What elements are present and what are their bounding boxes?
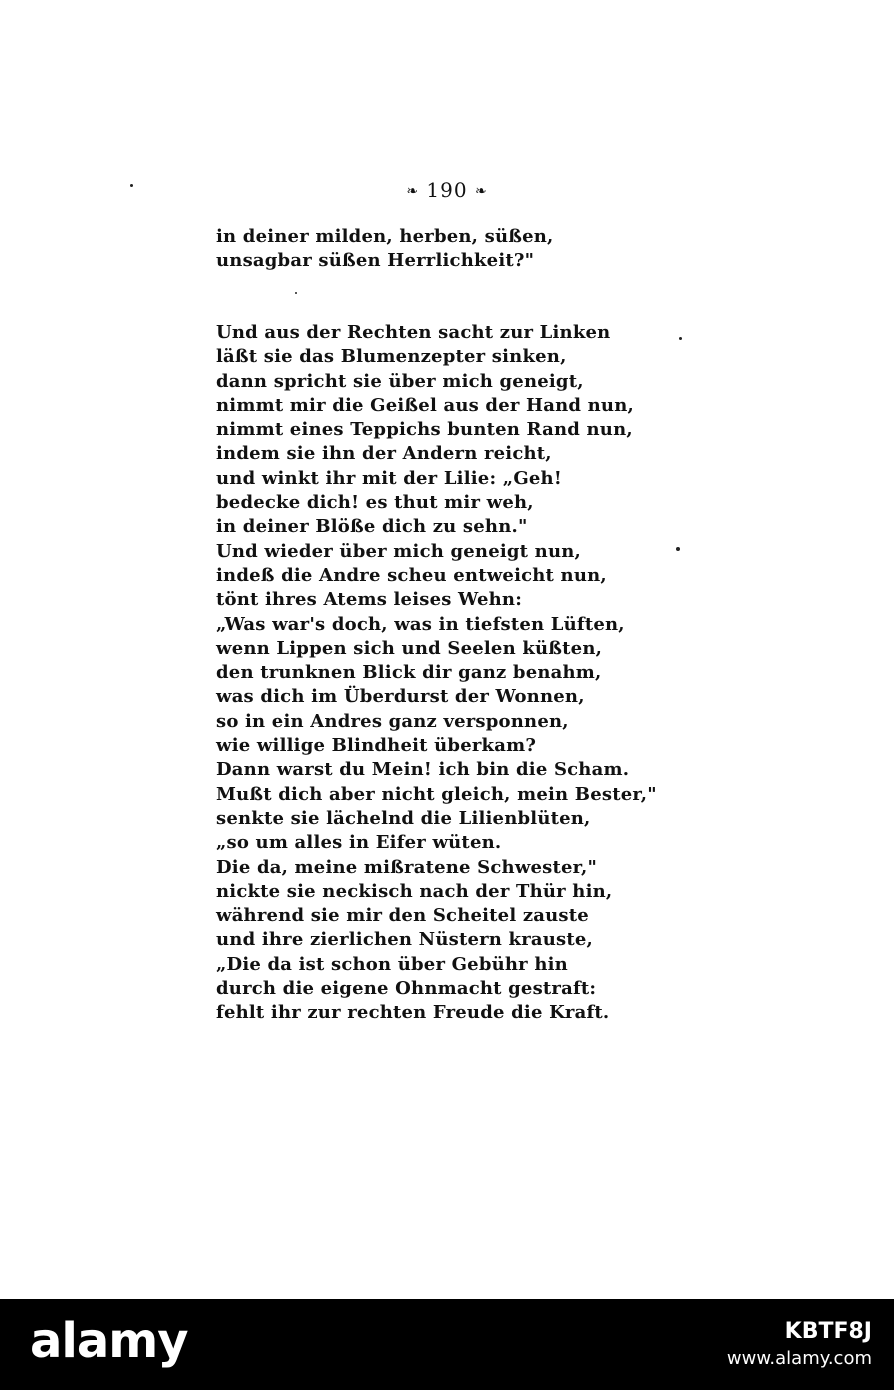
stanza-2	[216, 321, 657, 1026]
poem-line: so in ein Andres ganz versponnen,	[216, 710, 569, 732]
stanza-1	[216, 225, 554, 274]
poem-line: dann spricht sie über mich geneigt,	[216, 370, 584, 392]
poem-line: nimmt eines Teppichs bunten Rand nun,	[216, 419, 633, 441]
poem-line: läßt sie das Blumenzepter sinken,	[216, 346, 567, 368]
page-number-text: 190	[426, 178, 468, 202]
poem-line: wenn Lippen sich und Seelen küßten,	[216, 637, 603, 659]
poem-line: in deiner milden, herben, süßen,	[216, 226, 554, 247]
poem-line: was dich im Überdurst der Wonnen,	[216, 686, 585, 708]
poem-line: indem sie ihn der Andern reicht,	[216, 443, 552, 465]
stock-watermark-bar	[0, 1299, 894, 1390]
page-number	[0, 178, 894, 202]
brand-logo: alamy	[30, 1313, 188, 1369]
poem-line: und winkt ihr mit der Lilie: „Geh!	[216, 467, 562, 489]
poem-line: tönt ihres Atems leises Wehn:	[216, 589, 523, 611]
poem-line: bedecke dich! es thut mir weh,	[216, 492, 534, 514]
image-id: KBTF8J	[784, 1319, 872, 1344]
ornament-right-icon: ❧	[474, 183, 488, 200]
poem-line: indeß die Andre scheu entweicht nun,	[216, 564, 607, 586]
poem-line: „so um alles in Eifer wüten.	[216, 832, 502, 854]
poem-line: wie willige Blindheit überkam?	[216, 735, 537, 757]
poem-line: senkte sie lächelnd die Lilienblüten,	[216, 807, 591, 829]
poem-line: Und aus der Rechten sacht zur Linken	[216, 322, 611, 343]
site-url: www.alamy.com	[726, 1348, 872, 1369]
poem-line: Die da, meine mißratene Schwester,"	[216, 856, 598, 878]
poem-line: Dann warst du Mein! ich bin die Scham.	[216, 759, 630, 781]
poem-line: und ihre zierlichen Nüstern krauste,	[216, 929, 594, 951]
poem-line: nimmt mir die Geißel aus der Hand nun,	[216, 394, 634, 416]
poem-line: durch die eigene Ohnmacht gestraft:	[216, 978, 597, 1000]
scan-speck	[130, 184, 133, 187]
scan-speck	[676, 547, 680, 551]
ornament-left-icon: ❧	[406, 183, 420, 200]
poem-line: während sie mir den Scheitel zauste	[216, 905, 589, 927]
poem-line: in deiner Blöße dich zu sehn."	[216, 516, 528, 538]
poem-line: fehlt ihr zur rechten Freude die Kraft.	[216, 1002, 610, 1024]
scan-speck	[295, 292, 297, 294]
poem-line: nickte sie neckisch nach der Thür hin,	[216, 880, 613, 902]
poem-line: den trunknen Blick dir ganz benahm,	[216, 662, 602, 684]
poem-line: Mußt dich aber nicht gleich, mein Bester,"	[216, 783, 657, 805]
poem-line: Und wieder über mich geneigt nun,	[216, 540, 581, 562]
poem-line: unsagbar süßen Herrlichkeit?"	[216, 250, 535, 272]
scan-speck	[679, 337, 682, 340]
poem-line: „Die da ist schon über Gebühr hin	[216, 953, 568, 975]
poem-line: „Was war's doch, was in tiefsten Lüften,	[216, 613, 625, 635]
